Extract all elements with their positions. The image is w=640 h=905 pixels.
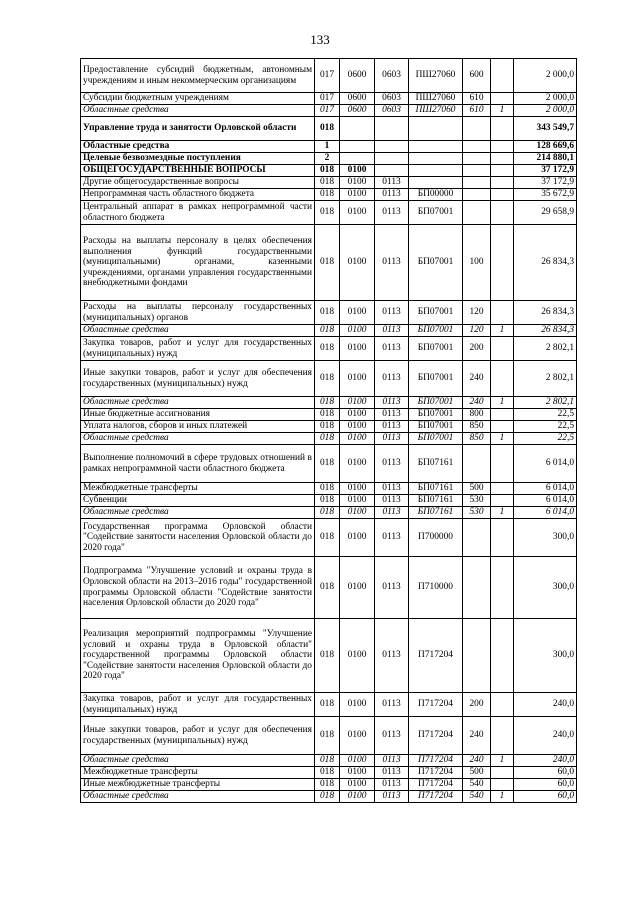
table-row [81, 325, 577, 337]
grbs-code-cell: 018 [315, 507, 340, 519]
grbs-code-cell: 018 [315, 301, 340, 325]
amount-cell: 6 014,0 [514, 445, 577, 483]
grbs-code-cell: 018 [315, 117, 340, 141]
target-article-cell: П717204 [409, 693, 463, 717]
expense-type-cell: 800 [463, 409, 491, 421]
target-article-cell [409, 165, 463, 177]
amount-cell: 60,0 [514, 779, 577, 791]
expense-type-cell: 540 [463, 779, 491, 791]
expense-name-cell: Подпрограмма "Улучшение условий и охраны труда в Орловской области на 2013–2016 годы" государственной программы Орловской области "Содействие занятости населения Орловской области до 2020 года" [81, 557, 315, 619]
target-article-cell: ПШ27060 [409, 105, 463, 117]
grbs-code-cell: 018 [315, 325, 340, 337]
table-row [81, 791, 577, 803]
subsection-code-cell: 0113 [375, 619, 409, 693]
target-article-cell: П717204 [409, 767, 463, 779]
expense-type-cell: 500 [463, 483, 491, 495]
expense-name-cell: Выполнение полномочий в сфере трудовых отношений в рамках непрограммной части областного бюджета [81, 445, 315, 483]
expense-name-cell: Целевые безвозмездные поступления [81, 153, 315, 165]
expense-name-cell: Межбюджетные трансферты [81, 767, 315, 779]
table-row [81, 445, 577, 483]
section-code-cell: 0100 [340, 693, 375, 717]
expense-type-cell: 240 [463, 717, 491, 755]
grbs-code-cell: 018 [315, 483, 340, 495]
funding-source-cell: 1 [491, 433, 514, 445]
expense-type-cell [463, 177, 491, 189]
target-article-cell: П717204 [409, 791, 463, 803]
table-row [81, 177, 577, 189]
expense-name-cell: Иные межбюджетные трансферты [81, 779, 315, 791]
expense-type-cell [463, 445, 491, 483]
amount-cell: 2 802,1 [514, 397, 577, 409]
table-row [81, 105, 577, 117]
grbs-code-cell: 2 [315, 153, 340, 165]
section-code-cell: 0100 [340, 619, 375, 693]
section-code-cell: 0100 [340, 767, 375, 779]
grbs-code-cell: 018 [315, 409, 340, 421]
table-row [81, 141, 577, 153]
table-row [81, 301, 577, 325]
subsection-code-cell: 0113 [375, 225, 409, 301]
grbs-code-cell: 018 [315, 201, 340, 225]
target-article-cell: БП00000 [409, 189, 463, 201]
section-code-cell: 0100 [340, 495, 375, 507]
amount-cell: 300,0 [514, 619, 577, 693]
section-code-cell: 0100 [340, 519, 375, 557]
funding-source-cell [491, 495, 514, 507]
table-row [81, 59, 577, 93]
subsection-code-cell: 0113 [375, 779, 409, 791]
funding-source-cell [491, 301, 514, 325]
funding-source-cell [491, 767, 514, 779]
funding-source-cell [491, 779, 514, 791]
target-article-cell: БП07001 [409, 361, 463, 397]
grbs-code-cell: 018 [315, 755, 340, 767]
target-article-cell: П700000 [409, 519, 463, 557]
subsection-code-cell: 0113 [375, 767, 409, 779]
section-code-cell: 0100 [340, 165, 375, 177]
table-row [81, 117, 577, 141]
expense-name-cell: Областные средства [81, 325, 315, 337]
grbs-code-cell: 018 [315, 557, 340, 619]
section-code-cell: 0100 [340, 225, 375, 301]
section-code-cell: 0100 [340, 483, 375, 495]
target-article-cell: БП07001 [409, 301, 463, 325]
amount-cell: 37 172,9 [514, 177, 577, 189]
amount-cell: 128 669,6 [514, 141, 577, 153]
grbs-code-cell: 018 [315, 433, 340, 445]
amount-cell: 6 014,0 [514, 495, 577, 507]
amount-cell: 2 000,0 [514, 59, 577, 93]
subsection-code-cell: 0113 [375, 421, 409, 433]
expense-name-cell: Областные средства [81, 755, 315, 767]
table-row [81, 409, 577, 421]
funding-source-cell: 1 [491, 755, 514, 767]
section-code-cell: 0100 [340, 397, 375, 409]
subsection-code-cell: 0603 [375, 59, 409, 93]
target-article-cell: П717204 [409, 619, 463, 693]
expense-type-cell [463, 153, 491, 165]
subsection-code-cell: 0603 [375, 105, 409, 117]
funding-source-cell [491, 409, 514, 421]
table-row [81, 201, 577, 225]
expense-type-cell [463, 201, 491, 225]
expense-type-cell: 240 [463, 361, 491, 397]
subsection-code-cell: 0113 [375, 301, 409, 325]
target-article-cell: БП07001 [409, 337, 463, 361]
target-article-cell: ПШ27060 [409, 59, 463, 93]
expense-type-cell: 120 [463, 325, 491, 337]
subsection-code-cell: 0113 [375, 201, 409, 225]
section-code-cell: 0100 [340, 507, 375, 519]
target-article-cell: БП07161 [409, 445, 463, 483]
expense-name-cell: Областные средства [81, 791, 315, 803]
section-code-cell: 0100 [340, 557, 375, 619]
target-article-cell: П717204 [409, 717, 463, 755]
target-article-cell: П717204 [409, 755, 463, 767]
table-row [81, 421, 577, 433]
table-row [81, 361, 577, 397]
section-code-cell: 0100 [340, 717, 375, 755]
section-code-cell: 0100 [340, 337, 375, 361]
amount-cell: 29 658,9 [514, 201, 577, 225]
expense-type-cell: 610 [463, 93, 491, 105]
table-row [81, 397, 577, 409]
table-row [81, 717, 577, 755]
section-code-cell: 0100 [340, 433, 375, 445]
expense-type-cell: 850 [463, 421, 491, 433]
grbs-code-cell: 018 [315, 397, 340, 409]
grbs-code-cell: 018 [315, 445, 340, 483]
table-row [81, 337, 577, 361]
expense-name-cell: Областные средства [81, 141, 315, 153]
section-code-cell: 0100 [340, 177, 375, 189]
subsection-code-cell: 0113 [375, 755, 409, 767]
subsection-code-cell: 0113 [375, 177, 409, 189]
grbs-code-cell: 018 [315, 495, 340, 507]
amount-cell: 240,0 [514, 693, 577, 717]
expense-type-cell [463, 189, 491, 201]
table-row [81, 483, 577, 495]
target-article-cell: ПШ27060 [409, 93, 463, 105]
expense-name-cell: Субвенции [81, 495, 315, 507]
subsection-code-cell: 0603 [375, 93, 409, 105]
expense-name-cell: Расходы на выплаты персоналу в целях обеспечения выполнения функций государственными (муниципальными) органами, казенными учреждениями, органами управления государственными внебюджетными фондами [81, 225, 315, 301]
expense-name-cell: Областные средства [81, 397, 315, 409]
table-row [81, 495, 577, 507]
amount-cell: 2 802,1 [514, 361, 577, 397]
expense-name-cell: Государственная программа Орловской области "Содействие занятости населения Орловской области до 2020 года" [81, 519, 315, 557]
expense-type-cell [463, 519, 491, 557]
subsection-code-cell: 0113 [375, 693, 409, 717]
funding-source-cell [491, 165, 514, 177]
funding-source-cell [491, 717, 514, 755]
subsection-code-cell: 0113 [375, 433, 409, 445]
expense-name-cell: ОБЩЕГОСУДАРСТВЕННЫЕ ВОПРОСЫ [81, 165, 315, 177]
page-number: 133 [310, 32, 330, 47]
section-code-cell: 0100 [340, 301, 375, 325]
expense-type-cell [463, 165, 491, 177]
table-row [81, 93, 577, 105]
subsection-code-cell: 0113 [375, 325, 409, 337]
funding-source-cell [491, 177, 514, 189]
amount-cell: 2 000,0 [514, 105, 577, 117]
amount-cell: 300,0 [514, 557, 577, 619]
subsection-code-cell: 0113 [375, 361, 409, 397]
funding-source-cell [491, 225, 514, 301]
target-article-cell: БП07001 [409, 225, 463, 301]
expense-type-cell: 200 [463, 337, 491, 361]
amount-cell: 26 834,3 [514, 325, 577, 337]
table-row [81, 433, 577, 445]
section-code-cell: 0100 [340, 779, 375, 791]
expense-name-cell: Областные средства [81, 507, 315, 519]
funding-source-cell [491, 519, 514, 557]
funding-source-cell [491, 361, 514, 397]
funding-source-cell [491, 189, 514, 201]
amount-cell: 37 172,9 [514, 165, 577, 177]
amount-cell: 60,0 [514, 767, 577, 779]
section-code-cell: 0100 [340, 361, 375, 397]
section-code-cell: 0100 [340, 421, 375, 433]
target-article-cell: БП07161 [409, 495, 463, 507]
funding-source-cell [491, 117, 514, 141]
expense-type-cell: 120 [463, 301, 491, 325]
funding-source-cell [491, 483, 514, 495]
grbs-code-cell: 018 [315, 791, 340, 803]
amount-cell: 26 834,3 [514, 301, 577, 325]
expense-type-cell: 240 [463, 397, 491, 409]
section-code-cell: 0100 [340, 189, 375, 201]
expense-type-cell: 610 [463, 105, 491, 117]
funding-source-cell [491, 693, 514, 717]
amount-cell: 26 834,3 [514, 225, 577, 301]
amount-cell: 22,5 [514, 409, 577, 421]
expense-name-cell: Другие общегосударственные вопросы [81, 177, 315, 189]
target-article-cell [409, 153, 463, 165]
table-row [81, 225, 577, 301]
expense-name-cell: Центральный аппарат в рамках непрограммной части областного бюджета [81, 201, 315, 225]
amount-cell: 343 549,7 [514, 117, 577, 141]
amount-cell: 6 014,0 [514, 507, 577, 519]
target-article-cell: П717204 [409, 779, 463, 791]
target-article-cell: БП07001 [409, 421, 463, 433]
expense-name-cell: Уплата налогов, сборов и иных платежей [81, 421, 315, 433]
target-article-cell: БП07001 [409, 433, 463, 445]
expense-type-cell: 850 [463, 433, 491, 445]
subsection-code-cell: 0113 [375, 337, 409, 361]
subsection-code-cell: 0113 [375, 397, 409, 409]
subsection-code-cell [375, 141, 409, 153]
funding-source-cell [491, 153, 514, 165]
expense-type-cell: 100 [463, 225, 491, 301]
expense-name-cell: Межбюджетные трансферты [81, 483, 315, 495]
section-code-cell: 0600 [340, 105, 375, 117]
expense-type-cell: 600 [463, 59, 491, 93]
section-code-cell: 0100 [340, 325, 375, 337]
target-article-cell: БП07001 [409, 409, 463, 421]
grbs-code-cell: 018 [315, 225, 340, 301]
subsection-code-cell: 0113 [375, 445, 409, 483]
grbs-code-cell: 017 [315, 105, 340, 117]
subsection-code-cell: 0113 [375, 507, 409, 519]
subsection-code-cell [375, 153, 409, 165]
grbs-code-cell: 018 [315, 767, 340, 779]
target-article-cell [409, 117, 463, 141]
target-article-cell: БП07001 [409, 325, 463, 337]
amount-cell: 240,0 [514, 755, 577, 767]
amount-cell: 60,0 [514, 791, 577, 803]
target-article-cell [409, 177, 463, 189]
table-row [81, 507, 577, 519]
grbs-code-cell: 018 [315, 619, 340, 693]
funding-source-cell: 1 [491, 397, 514, 409]
funding-source-cell [491, 445, 514, 483]
grbs-code-cell: 017 [315, 93, 340, 105]
section-code-cell [340, 117, 375, 141]
section-code-cell: 0600 [340, 59, 375, 93]
grbs-code-cell: 018 [315, 421, 340, 433]
expense-name-cell: Закупка товаров, работ и услуг для государственных (муниципальных) нужд [81, 337, 315, 361]
amount-cell: 214 880,1 [514, 153, 577, 165]
amount-cell: 2 802,1 [514, 337, 577, 361]
amount-cell: 6 014,0 [514, 483, 577, 495]
amount-cell: 300,0 [514, 519, 577, 557]
subsection-code-cell: 0113 [375, 557, 409, 619]
funding-source-cell [491, 59, 514, 93]
funding-source-cell [491, 421, 514, 433]
funding-source-cell: 1 [491, 791, 514, 803]
expense-name-cell: Иные закупки товаров, работ и услуг для обеспечения государственных (муниципальных) нужд [81, 361, 315, 397]
grbs-code-cell: 017 [315, 59, 340, 93]
funding-source-cell: 1 [491, 325, 514, 337]
section-code-cell: 0100 [340, 445, 375, 483]
amount-cell: 2 000,0 [514, 93, 577, 105]
expense-name-cell: Управление труда и занятости Орловской области [81, 117, 315, 141]
table-row [81, 153, 577, 165]
section-code-cell [340, 153, 375, 165]
amount-cell: 22,5 [514, 421, 577, 433]
expense-name-cell: Областные средства [81, 105, 315, 117]
subsection-code-cell: 0113 [375, 409, 409, 421]
expense-name-cell: Иные закупки товаров, работ и услуг для обеспечения государственных (муниципальных) нужд [81, 717, 315, 755]
budget-table [80, 58, 577, 803]
expense-type-cell: 530 [463, 495, 491, 507]
grbs-code-cell: 018 [315, 337, 340, 361]
expense-type-cell: 200 [463, 693, 491, 717]
subsection-code-cell [375, 117, 409, 141]
grbs-code-cell: 018 [315, 165, 340, 177]
table-row [81, 779, 577, 791]
funding-source-cell: 1 [491, 105, 514, 117]
funding-source-cell [491, 619, 514, 693]
target-article-cell: БП07001 [409, 201, 463, 225]
expense-type-cell [463, 117, 491, 141]
expense-type-cell: 500 [463, 767, 491, 779]
amount-cell: 240,0 [514, 717, 577, 755]
expense-type-cell [463, 557, 491, 619]
target-article-cell: П710000 [409, 557, 463, 619]
expense-name-cell: Реализация мероприятий подпрограммы "Улучшение условий и охраны труда в Орловской области" государственной программы Орловской области "Содействие занятости населения Орловской области до 2020 года" [81, 619, 315, 693]
expense-name-cell: Иные бюджетные ассигнования [81, 409, 315, 421]
section-code-cell [340, 141, 375, 153]
grbs-code-cell: 018 [315, 717, 340, 755]
funding-source-cell: 1 [491, 507, 514, 519]
expense-name-cell: Субсидии бюджетным учреждениям [81, 93, 315, 105]
expense-type-cell [463, 141, 491, 153]
subsection-code-cell [375, 165, 409, 177]
table-row [81, 165, 577, 177]
table-row [81, 767, 577, 779]
section-code-cell: 0100 [340, 791, 375, 803]
table-row [81, 619, 577, 693]
grbs-code-cell: 018 [315, 519, 340, 557]
target-article-cell: БП07001 [409, 397, 463, 409]
table-row [81, 189, 577, 201]
section-code-cell: 0100 [340, 409, 375, 421]
target-article-cell: БП07161 [409, 483, 463, 495]
funding-source-cell [491, 337, 514, 361]
expense-type-cell: 540 [463, 791, 491, 803]
funding-source-cell [491, 93, 514, 105]
subsection-code-cell: 0113 [375, 519, 409, 557]
grbs-code-cell: 018 [315, 361, 340, 397]
table-row [81, 519, 577, 557]
subsection-code-cell: 0113 [375, 189, 409, 201]
expense-name-cell: Областные средства [81, 433, 315, 445]
expense-type-cell: 240 [463, 755, 491, 767]
expense-type-cell: 530 [463, 507, 491, 519]
funding-source-cell [491, 141, 514, 153]
target-article-cell: БП07161 [409, 507, 463, 519]
funding-source-cell [491, 557, 514, 619]
subsection-code-cell: 0113 [375, 791, 409, 803]
budget-table-body [81, 59, 577, 803]
table-row [81, 693, 577, 717]
grbs-code-cell: 018 [315, 779, 340, 791]
funding-source-cell [491, 201, 514, 225]
subsection-code-cell: 0113 [375, 483, 409, 495]
section-code-cell: 0600 [340, 93, 375, 105]
expense-name-cell: Расходы на выплаты персоналу государственных (муниципальных) органов [81, 301, 315, 325]
section-code-cell: 0100 [340, 755, 375, 767]
subsection-code-cell: 0113 [375, 495, 409, 507]
subsection-code-cell: 0113 [375, 717, 409, 755]
expense-type-cell [463, 619, 491, 693]
expense-name-cell: Закупка товаров, работ и услуг для государственных (муниципальных) нужд [81, 693, 315, 717]
grbs-code-cell: 018 [315, 189, 340, 201]
grbs-code-cell: 018 [315, 693, 340, 717]
expense-name-cell: Предоставление субсидий бюджетным, автономным учреждениям и иным некоммерческим организациям [81, 59, 315, 93]
expense-name-cell: Непрограммная часть областного бюджета [81, 189, 315, 201]
grbs-code-cell: 018 [315, 177, 340, 189]
target-article-cell [409, 141, 463, 153]
grbs-code-cell: 1 [315, 141, 340, 153]
table-row [81, 755, 577, 767]
amount-cell: 35 672,9 [514, 189, 577, 201]
table-row [81, 557, 577, 619]
amount-cell: 22,5 [514, 433, 577, 445]
section-code-cell: 0100 [340, 201, 375, 225]
